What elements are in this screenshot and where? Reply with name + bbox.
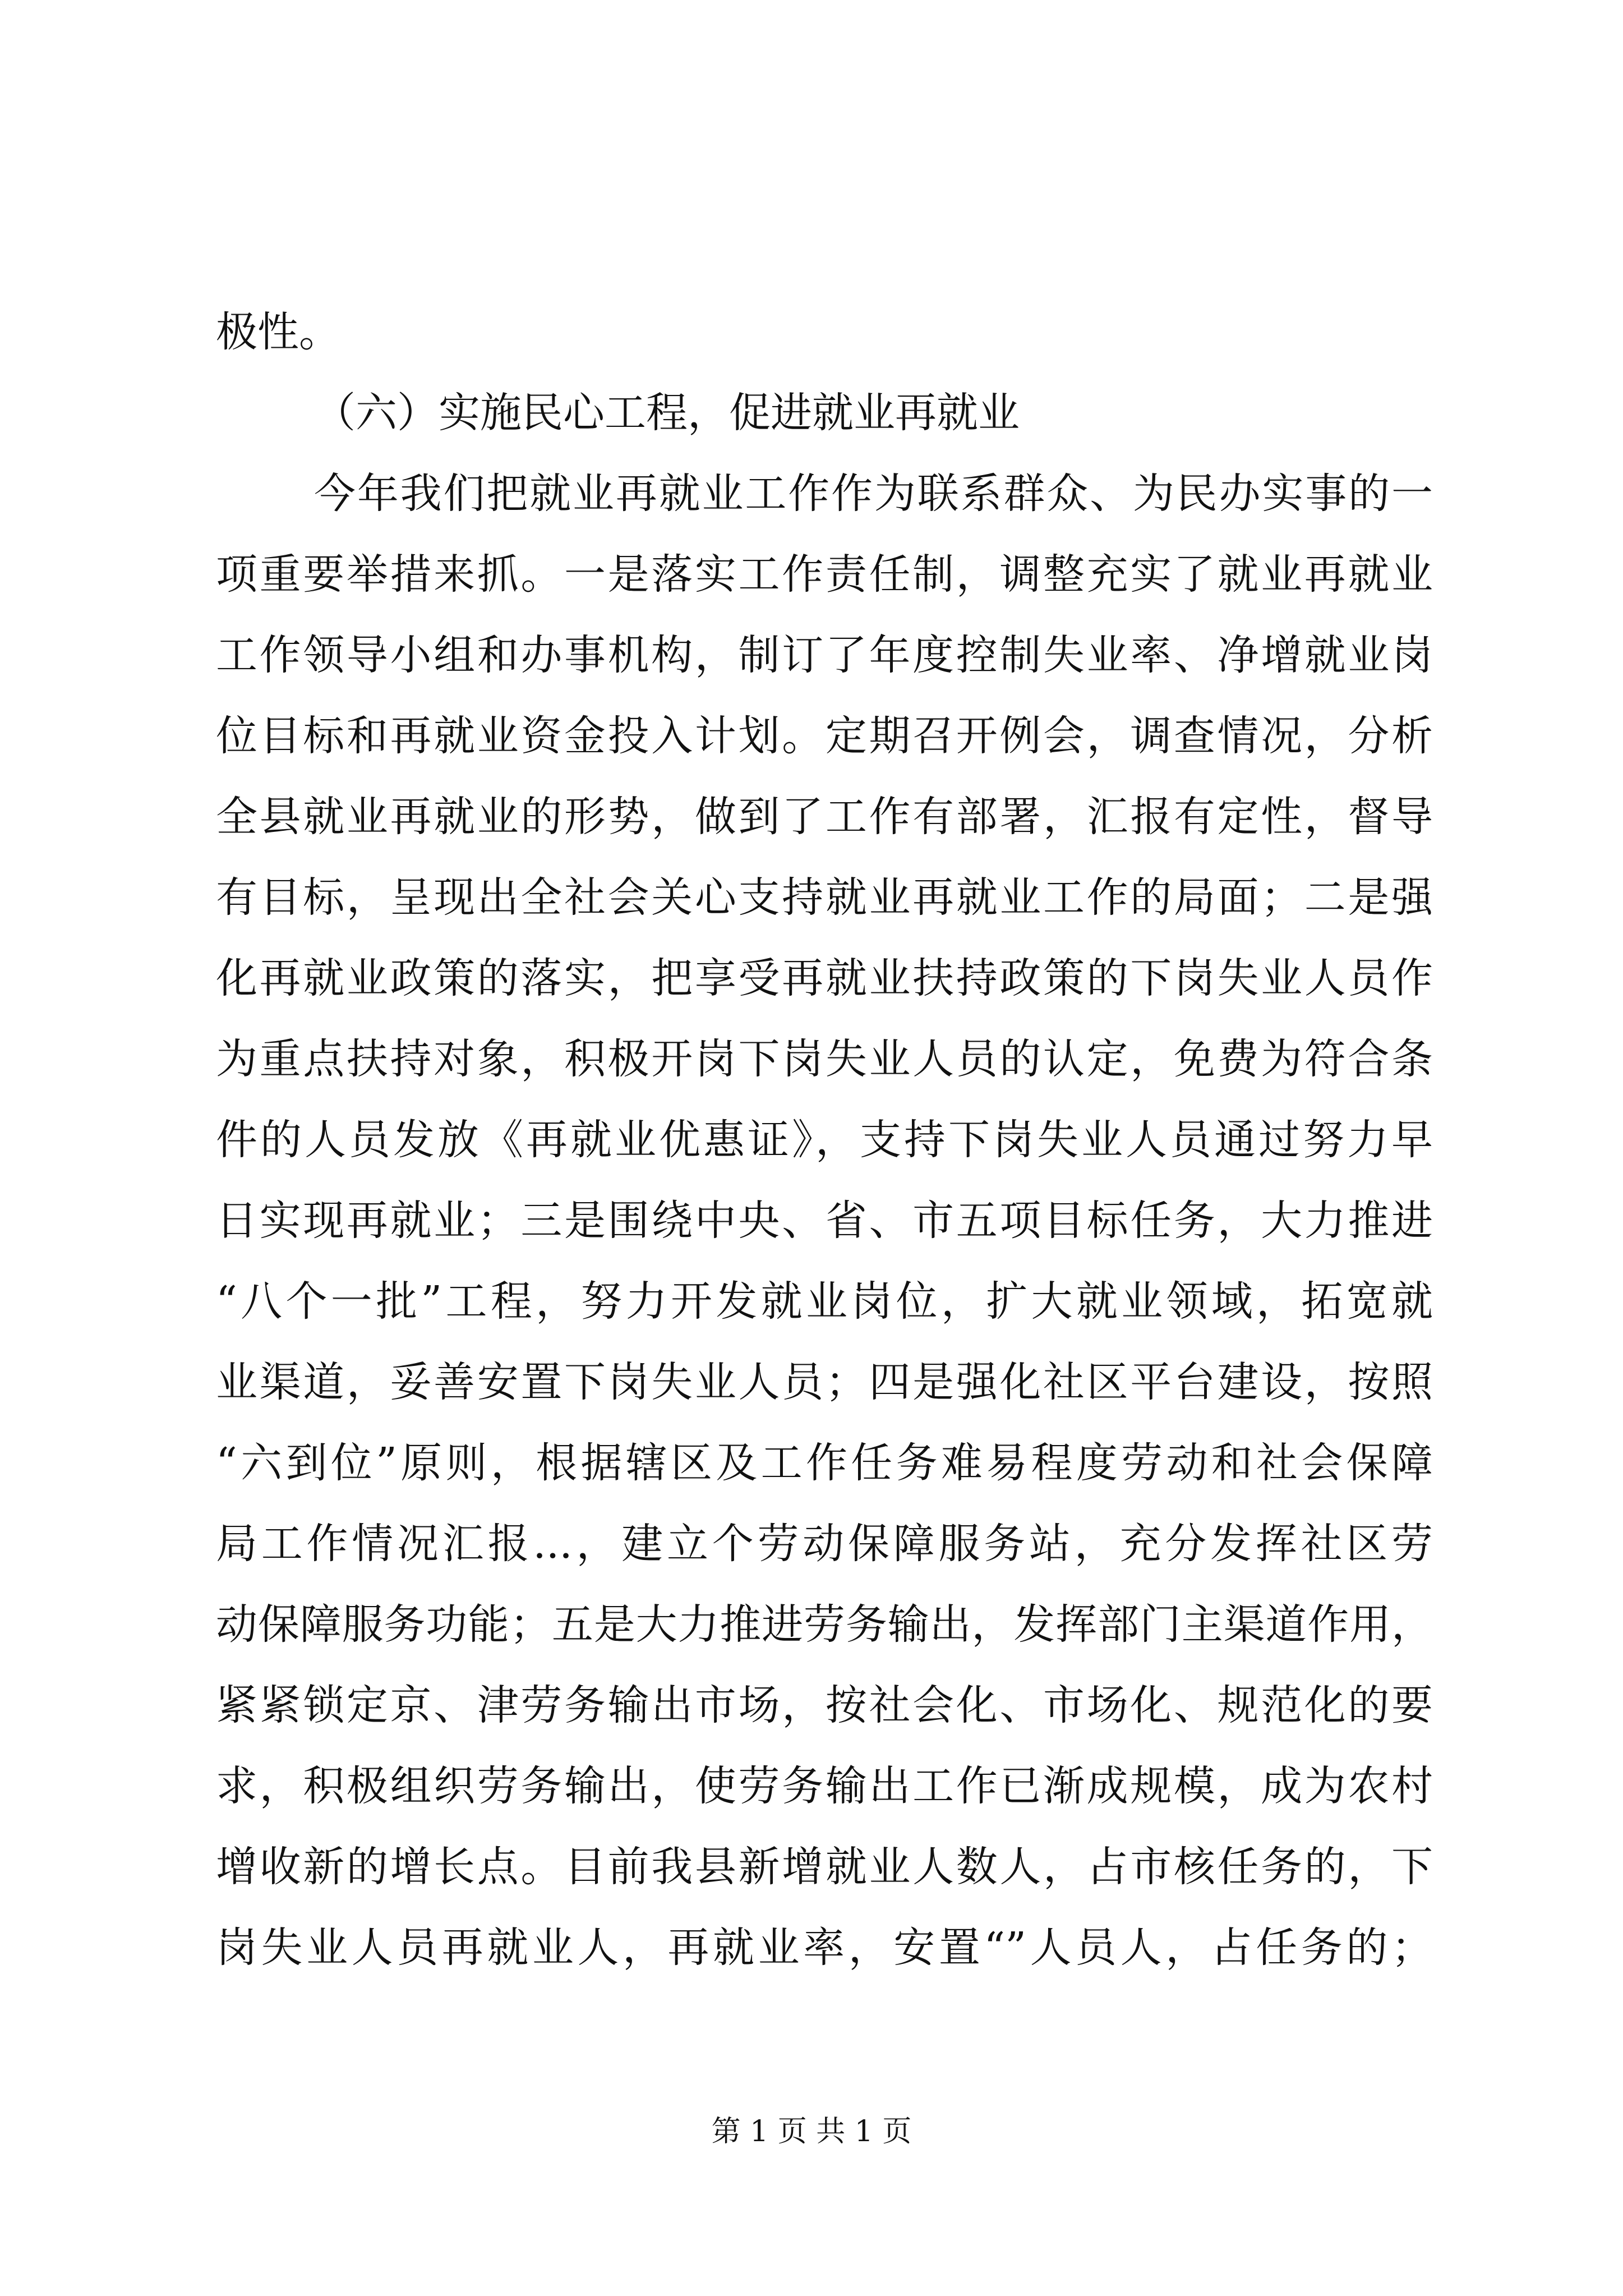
text-line: 求，积极组织劳务输出，使劳务输出工作已渐成规模，成为农村 (216, 1762, 1433, 1810)
text-line: 为重点扶持对象，积极开岗下岗失业人员的认定，免费为符合条 (216, 1035, 1433, 1083)
text-line: 增收新的增长点。目前我县新增就业人数人，占市核任务的，下 (216, 1843, 1433, 1891)
text-line: 有目标，呈现出全社会关心支持就业再就业工作的局面；二是强 (216, 873, 1433, 922)
text-line: 紧紧锁定京、津劳务输出市场，按社会化、市场化、规范化的要 (216, 1681, 1433, 1729)
text-line: 局工作情况汇报...，建立个劳动保障服务站，充分发挥社区劳 (216, 1520, 1433, 1568)
text-line: 工作领导小组和办事机构，制订了年度控制失业率、净增就业岗 (216, 631, 1433, 679)
text-line: 件的人员发放《再就业优惠证》，支持下岗失业人员通过努力早 (216, 1116, 1433, 1164)
text-line: 项重要举措来抓。一是落实工作责任制，调整充实了就业再就业 (216, 550, 1433, 599)
section-heading: （六）实施民心工程，促进就业再就业 (314, 389, 1020, 437)
page-number-footer: 第 1 页 共 1 页 (711, 2115, 912, 2148)
text-line: 动保障服务功能；五是大力推进劳务输出，发挥部门主渠道作用， (216, 1600, 1433, 1649)
text-line: 岗失业人员再就业人，再就业率，安置“”人员人，占任务的； (216, 1924, 1433, 1972)
document-body (216, 292, 1433, 1988)
paragraph-first-line: 今年我们把就业再就业工作作为联系群众、为民办实事的一 (314, 470, 1433, 518)
text-line: 全县就业再就业的形势，做到了工作有部署，汇报有定性，督导 (216, 793, 1433, 841)
text-line: “六到位”原则，根据辖区及工作任务难易程度劳动和社会保障 (216, 1439, 1433, 1487)
text-line: 化再就业政策的落实，把享受再就业扶持政策的下岗失业人员作 (216, 954, 1433, 1002)
text-line: “八个一批”工程，努力开发就业岗位，扩大就业领域，拓宽就 (216, 1277, 1433, 1326)
text-line: 位目标和再就业资金投入计划。定期召开例会，调查情况，分析 (216, 712, 1433, 760)
text-line: 日实现再就业；三是围绕中央、省、市五项目标任务，大力推进 (216, 1197, 1433, 1245)
text-line: 业渠道，妥善安置下岗失业人员；四是强化社区平台建设，按照 (216, 1358, 1433, 1406)
text-line: 极性。 (216, 308, 340, 356)
